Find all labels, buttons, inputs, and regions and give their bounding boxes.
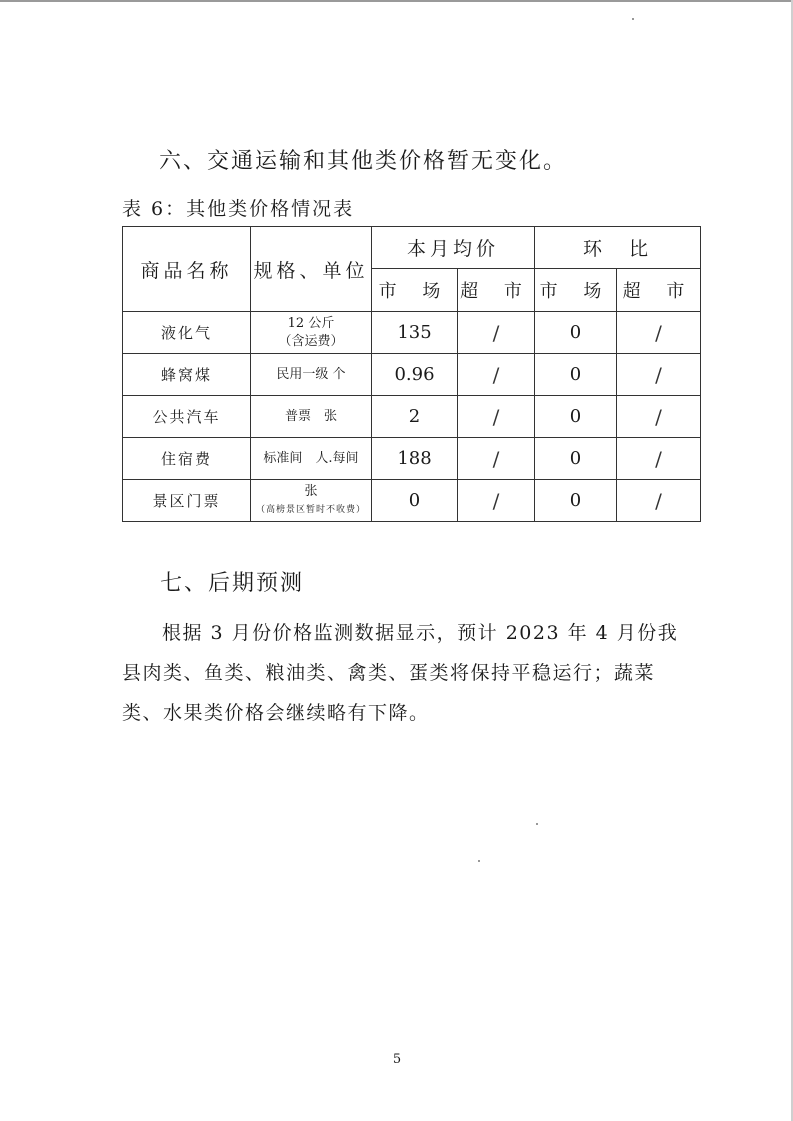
cell-market: 135 — [372, 312, 458, 354]
header-avg-price: 本月均价 — [372, 227, 535, 269]
cell-market: 0 — [372, 480, 458, 522]
cell-spec-note: （高榜景区暂时不收费） — [255, 504, 366, 515]
cell-mom-supermarket: / — [617, 312, 701, 354]
cell-spec-line1: 12 公斤 — [287, 315, 335, 331]
cell-name: 蜂窝煤 — [123, 354, 251, 396]
cell-mom-market: 0 — [535, 354, 617, 396]
section-7-heading: 七、后期预测 — [160, 571, 305, 596]
page-number: 5 — [392, 1052, 402, 1067]
scan-speck — [536, 823, 538, 825]
cell-mom-market: 0 — [535, 480, 617, 522]
cell-mom-market: 0 — [535, 396, 617, 438]
scan-speck — [478, 860, 480, 862]
header-spec: 规格、单位 — [251, 227, 372, 312]
cell-spec: 标准间 人.每间 — [251, 438, 372, 480]
header-avg-market: 市 场 — [372, 269, 458, 312]
cell-supermarket: / — [458, 354, 535, 396]
price-table — [122, 226, 701, 522]
cell-name: 景区门票 — [123, 480, 251, 522]
section-6-heading: 六、交通运输和其他类价格暂无变化。 — [159, 149, 568, 174]
cell-name: 公共汽车 — [123, 396, 251, 438]
cell-market: 2 — [372, 396, 458, 438]
cell-spec — [251, 480, 372, 522]
cell-market: 188 — [372, 438, 458, 480]
header-mom-market: 市 场 — [535, 269, 617, 312]
cell-mom-market: 0 — [535, 438, 617, 480]
cell-market: 0.96 — [372, 354, 458, 396]
section-7-body-text: 根据 3 月份价格监测数据显示，预计 2023 年 4 月份我县肉类、鱼类、粮油类、禽类、蛋类将保持平稳运行；蔬菜类、水果类价格会继续略有下降。 — [122, 622, 679, 724]
table-row — [123, 480, 701, 522]
cell-spec — [251, 312, 372, 354]
cell-supermarket: / — [458, 438, 535, 480]
header-mom-supermarket: 超 市 — [617, 269, 701, 312]
cell-spec: 普票 张 — [251, 396, 372, 438]
table-row — [123, 438, 701, 480]
cell-supermarket: / — [458, 312, 535, 354]
cell-name: 住宿费 — [123, 438, 251, 480]
header-name: 商品名称 — [123, 227, 251, 312]
cell-mom-supermarket: / — [617, 438, 701, 480]
cell-spec-line1: 张 — [304, 483, 318, 499]
table-row — [123, 396, 701, 438]
header-avg-supermarket: 超 市 — [458, 269, 535, 312]
cell-mom-supermarket: / — [617, 396, 701, 438]
cell-mom-market: 0 — [535, 312, 617, 354]
table-6-caption: 表 6：其他类价格情况表 — [122, 198, 355, 220]
cell-spec-line2: （含运费） — [278, 333, 344, 349]
header-mom: 环 比 — [535, 227, 701, 269]
cell-supermarket: / — [458, 396, 535, 438]
cell-mom-supermarket: / — [617, 354, 701, 396]
cell-supermarket: / — [458, 480, 535, 522]
scan-edge-top — [0, 0, 793, 2]
cell-name: 液化气 — [123, 312, 251, 354]
scan-speck — [632, 18, 634, 20]
section-7-body — [122, 613, 682, 733]
cell-mom-supermarket: / — [617, 480, 701, 522]
table-row — [123, 354, 701, 396]
cell-spec: 民用一级 个 — [251, 354, 372, 396]
table-row — [123, 312, 701, 354]
